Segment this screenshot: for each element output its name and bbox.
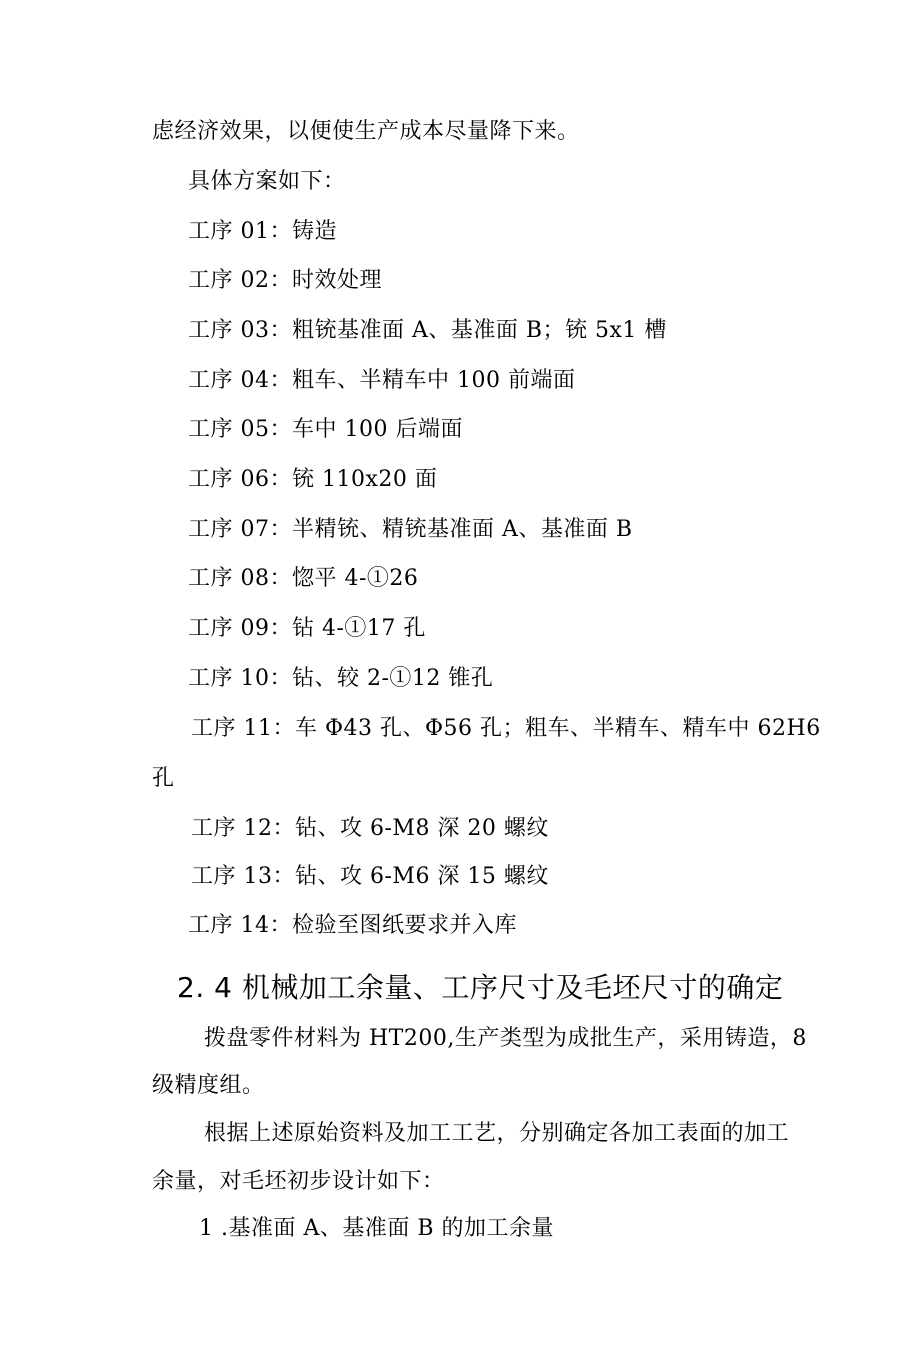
procedure-11-continuation: 孔 — [152, 766, 175, 791]
procedure-13: 工序 13：钻、攻 6-M6 深 15 螺纹 — [191, 864, 549, 889]
procedure-10: 工序 10：钻、较 2-①12 锥孔 — [188, 666, 494, 691]
procedure-12: 工序 12：钻、攻 6-M8 深 20 螺纹 — [191, 816, 549, 841]
procedure-02: 工序 02：时效处理 — [188, 268, 382, 293]
paragraph-2-line-1: 根据上述原始资料及加工工艺，分别确定各加工表面的加工 — [204, 1121, 790, 1146]
paragraph-1-line-1: 拨盘零件材料为 HT200,生产类型为成批生产，采用铸造，8 — [204, 1026, 807, 1051]
procedure-09: 工序 09：钻 4-①17 孔 — [188, 616, 426, 641]
procedure-14: 工序 14：检验至图纸要求并入库 — [188, 913, 517, 938]
procedure-03: 工序 03：粗铳基准面 A、基准面 B；铳 5x1 槽 — [188, 318, 667, 343]
procedure-05: 工序 05：车中 100 后端面 — [188, 417, 463, 442]
procedure-08: 工序 08：惚平 4-①26 — [188, 566, 419, 591]
paragraph-1-line-2: 级精度组。 — [152, 1073, 265, 1098]
intro-line-2: 具体方案如下： — [188, 169, 346, 194]
procedure-11: 工序 11：车 Φ43 孔、Φ56 孔；粗车、半精车、精车中 62H6 — [191, 716, 821, 741]
procedure-06: 工序 06：铳 110x20 面 — [188, 467, 438, 492]
procedure-07: 工序 07：半精铳、精铳基准面 A、基准面 B — [188, 517, 633, 542]
section-heading: 2. 4 机械加工余量、工序尺寸及毛坯尺寸的确定 — [177, 971, 784, 1004]
intro-line-1: 虑经济效果，以便使生产成本尽量降下来。 — [152, 119, 580, 144]
procedure-04: 工序 04：粗车、半精车中 100 前端面 — [188, 368, 576, 393]
procedure-01: 工序 01：铸造 — [188, 219, 337, 244]
list-item-1: 1 .基准面 A、基准面 B 的加工余量 — [199, 1216, 555, 1241]
paragraph-2-line-2: 余量，对毛坯初步设计如下： — [152, 1169, 445, 1194]
